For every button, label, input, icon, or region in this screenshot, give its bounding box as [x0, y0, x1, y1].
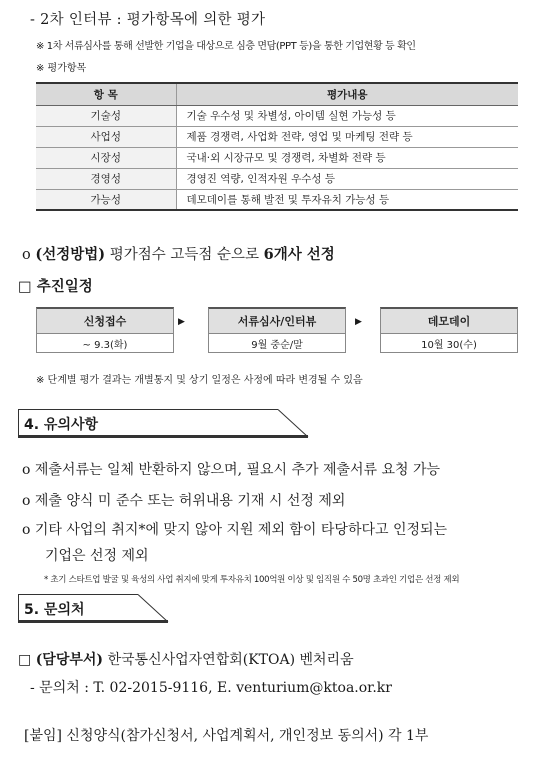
section-5-header [18, 594, 218, 622]
department-value: 한국통신사업자연합회(KTOA) 벤처리움 [103, 652, 354, 668]
interview-note: ※ 1차 서류심사를 통해 선발한 기업을 대상으로 심층 면담(PPT 등)을 통한 기업현황 등 확인 [36, 41, 416, 52]
schedule-step-demoday [380, 307, 518, 353]
schedule-title: □ 추진일정 [18, 278, 93, 295]
schedule-step-apply [36, 307, 174, 353]
table-cell-category: 가능성 [36, 189, 176, 210]
contact-department [18, 649, 354, 669]
caution-item-continued: 기업은 선정 제외 [45, 548, 149, 564]
table-header-content: 평가내용 [176, 83, 518, 105]
department-label: (담당부서) [35, 652, 104, 668]
attachment-line: [붙임] 신청양식(참가신청서, 사업계획서, 개인정보 동의서) 각 1부 [24, 728, 429, 744]
table-header-category: 항 목 [36, 83, 176, 105]
table-cell-content: 경영진 역량, 인적자원 우수성 등 [176, 168, 518, 189]
table-row [36, 126, 518, 147]
table-header-row [36, 83, 518, 105]
section-underline [18, 620, 168, 623]
caution-footnote: * 초기 스타트업 발굴 및 육성의 사업 취지에 맞게 투자유치 100억원 이상 및 임직원 수 50명 초과인 기업은 선정 제외 [44, 575, 460, 585]
table-cell-content: 제품 경쟁력, 사업화 전략, 영업 및 마케팅 전략 등 [176, 126, 518, 147]
interview-line: - 2차 인터뷰 : 평가항목에 의한 평가 [30, 12, 266, 28]
caution-item: o 기타 사업의 취지*에 맞지 않아 지원 제외 함이 타당하다고 인정되는 [22, 522, 448, 538]
step-date: 9월 중순/말 [208, 334, 346, 353]
step-date: ~ 9.3(화) [36, 334, 174, 353]
step-title: 데모데이 [380, 307, 518, 334]
section-title: 5. 문의처 [24, 602, 85, 618]
eval-table [36, 82, 518, 211]
table-cell-category: 시장성 [36, 147, 176, 168]
step-title: 신청접수 [36, 307, 174, 334]
table-row [36, 168, 518, 189]
table-cell-category: 기술성 [36, 105, 176, 126]
schedule-step-review [208, 307, 346, 353]
contact-info: - 문의처 : T. 02-2015-9116, E. venturium@ktoa.or.kr [30, 680, 392, 696]
table-cell-content: 기술 우수성 및 차별성, 아이템 실현 가능성 등 [176, 105, 518, 126]
table-cell-content: 국내‧외 시장규모 및 경쟁력, 차별화 전략 등 [176, 147, 518, 168]
selection-count: 6개사 선정 [263, 246, 335, 263]
selection-label: (선정방법) [35, 246, 106, 263]
table-cell-category: 사업성 [36, 126, 176, 147]
step-date: 10월 30(수) [380, 334, 518, 353]
table-cell-category: 경영성 [36, 168, 176, 189]
selection-method [22, 243, 335, 264]
section-4-header [18, 409, 537, 437]
selection-text: 평가점수 고득점 순으로 [105, 247, 264, 263]
table-cell-content: 데모데이를 통해 발전 및 투자유치 가능성 등 [176, 189, 518, 210]
section-title: 4. 유의사항 [24, 417, 99, 433]
schedule-note: ※ 단계별 평가 결과는 개별통지 및 상기 일정은 사정에 따라 변경될 수 있음 [36, 375, 363, 386]
arrow-right-icon: ▶ [178, 317, 185, 327]
step-title: 서류심사/인터뷰 [208, 307, 346, 334]
section-underline [18, 435, 308, 438]
checkbox-square-icon: □ [18, 652, 32, 668]
eval-items-label: ※ 평가항목 [36, 63, 87, 74]
arrow-right-icon: ▶ [355, 317, 362, 327]
caution-item: o 제출서류는 일체 반환하지 않으며, 필요시 추가 제출서류 요청 가능 [22, 462, 441, 478]
table-row [36, 105, 518, 126]
table-row [36, 147, 518, 168]
table-row [36, 189, 518, 210]
caution-item: o 제출 양식 미 준수 또는 허위내용 기재 시 선정 제외 [22, 493, 346, 509]
bullet: o [22, 247, 31, 263]
